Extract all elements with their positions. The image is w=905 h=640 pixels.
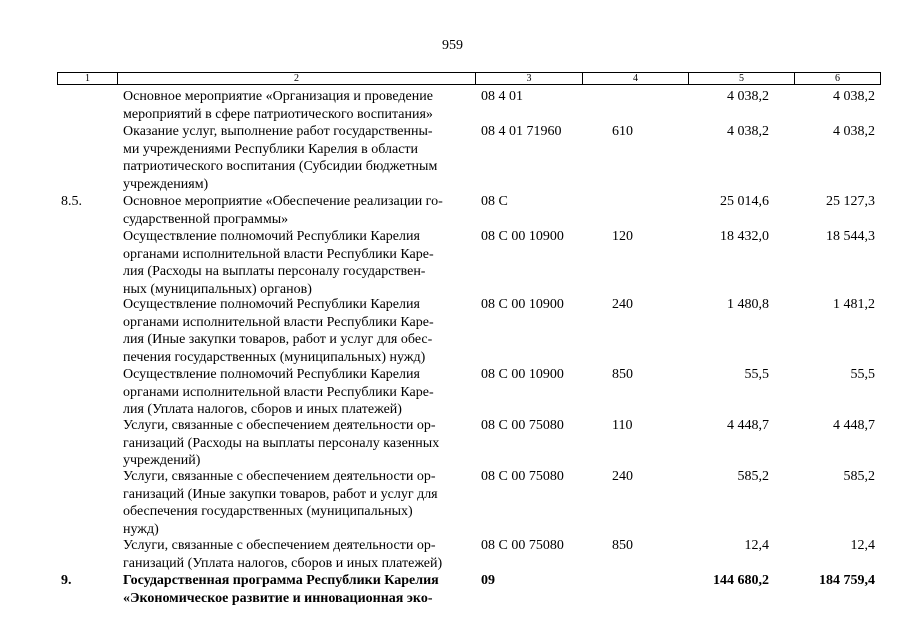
row-number: 8.5.: [61, 194, 82, 209]
row-value-1: 585,2: [737, 469, 769, 484]
row-number: 9.: [61, 573, 72, 588]
row-value-2: 25 127,3: [826, 194, 875, 209]
row-code: 09: [481, 573, 495, 588]
row-value-1: 55,5: [744, 367, 769, 382]
row-value-1: 18 432,0: [720, 229, 769, 244]
row-expense-type: 110: [612, 418, 633, 433]
column-header-1: 1: [58, 73, 118, 85]
row-name: Оказание услуг, выполнение работ государственны- ми учреждениями Республики Карелия в области патриотического воспитания (Субсидии бюджетным учреждениям): [123, 124, 438, 192]
column-header-3: 3: [476, 73, 583, 85]
row-value-1: 25 014,6: [720, 194, 769, 209]
row-expense-type: 120: [612, 229, 633, 244]
row-name: Основное мероприятие «Организация и проведение мероприятий в сфере патриотического воспитания»: [123, 89, 433, 122]
row-value-1: 144 680,2: [713, 573, 769, 588]
row-code: 08 С: [481, 194, 508, 209]
row-value-2: 12,4: [850, 538, 875, 553]
row-value-2: 4 038,2: [833, 124, 875, 139]
row-expense-type: 850: [612, 538, 633, 553]
row-code: 08 С 00 10900: [481, 297, 564, 312]
row-name: Государственная программа Республики Карелия «Экономическое развитие и инновационная эко-: [123, 573, 439, 606]
column-header-6: 6: [795, 73, 881, 85]
row-value-1: 1 480,8: [727, 297, 769, 312]
row-value-2: 4 448,7: [833, 418, 875, 433]
row-value-2: 585,2: [843, 469, 875, 484]
row-code: 08 4 01: [481, 89, 523, 104]
row-name: Основное мероприятие «Обеспечение реализации го- сударственной программы»: [123, 194, 443, 227]
row-code: 08 С 00 75080: [481, 469, 564, 484]
row-value-2: 184 759,4: [819, 573, 875, 588]
row-name: Услуги, связанные с обеспечением деятельности ор- ганизаций (Расходы на выплаты персоналу казенных учреждений): [123, 418, 440, 469]
row-expense-type: 240: [612, 469, 633, 484]
row-value-1: 4 448,7: [727, 418, 769, 433]
row-expense-type: 610: [612, 124, 633, 139]
row-name: Осуществление полномочий Республики Карелия органами исполнительной власти Республики Каре- лия (Уплата налогов, сборов и иных платежей): [123, 367, 434, 418]
row-value-2: 18 544,3: [826, 229, 875, 244]
row-code: 08 С 00 10900: [481, 367, 564, 382]
row-code: 08 С 00 75080: [481, 538, 564, 553]
row-value-2: 55,5: [850, 367, 875, 382]
row-value-2: 1 481,2: [833, 297, 875, 312]
row-code: 08 С 00 10900: [481, 229, 564, 244]
row-value-1: 4 038,2: [727, 89, 769, 104]
row-name: Услуги, связанные с обеспечением деятельности ор- ганизаций (Иные закупки товаров, работ и услуг для обеспечения государственных (муниципальных) нужд): [123, 469, 438, 537]
page-number: 959: [442, 38, 463, 53]
column-header-table: [57, 72, 881, 85]
row-code: 08 4 01 71960: [481, 124, 562, 139]
row-name: Осуществление полномочий Республики Карелия органами исполнительной власти Республики Каре- лия (Иные закупки товаров, работ и услуг для обес- печения государственных (муниципальных) нужд): [123, 297, 434, 365]
row-value-1: 4 038,2: [727, 124, 769, 139]
row-code: 08 С 00 75080: [481, 418, 564, 433]
column-header-row: [58, 73, 881, 85]
column-header-2: 2: [118, 73, 476, 85]
row-expense-type: 240: [612, 297, 633, 312]
row-value-2: 4 038,2: [833, 89, 875, 104]
row-name: Осуществление полномочий Республики Карелия органами исполнительной власти Республики Каре- лия (Расходы на выплаты персоналу государствен- ных (муниципальных) органов): [123, 229, 434, 297]
row-value-1: 12,4: [744, 538, 769, 553]
row-name: Услуги, связанные с обеспечением деятельности ор- ганизаций (Уплата налогов, сборов и иных платежей): [123, 538, 443, 571]
column-header-5: 5: [689, 73, 795, 85]
column-header-4: 4: [583, 73, 689, 85]
row-expense-type: 850: [612, 367, 633, 382]
